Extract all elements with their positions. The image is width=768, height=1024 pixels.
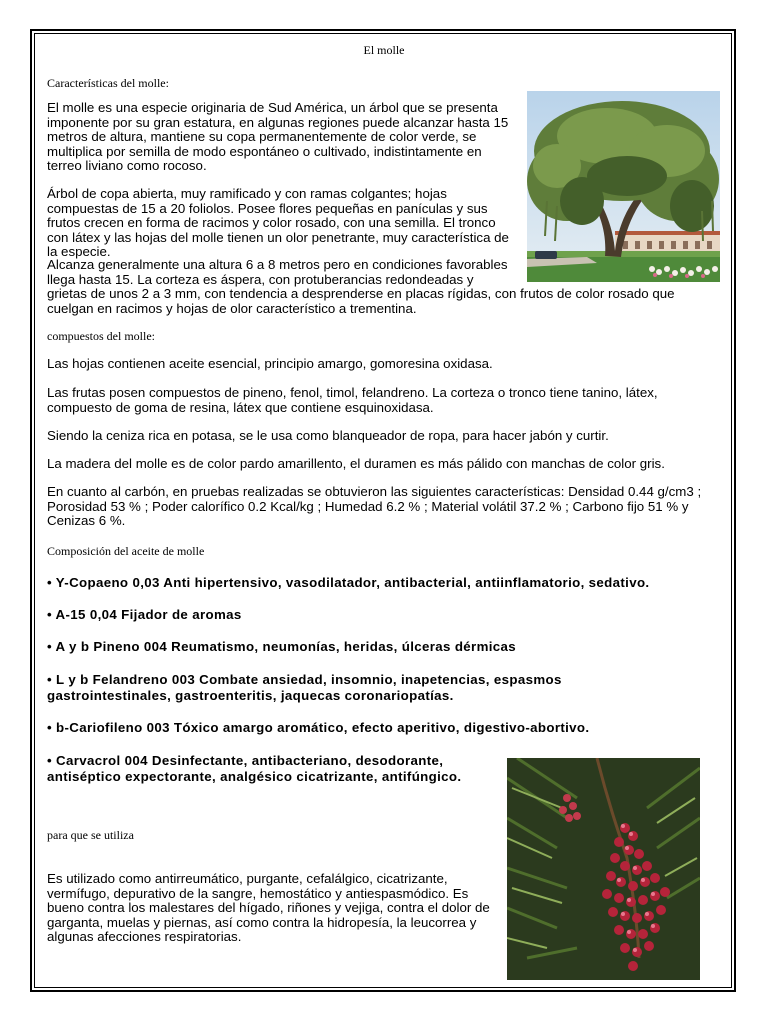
paragraph-uso: Es utilizado como antirreumático, purgante, cefalálgico, cicatrizante, vermífugo, depurativo de la sangre, hemostático y antiespasmódico. Es bueno contra los malestares del hígado, riñones y vejiga, contra el dolor de garganta, muelas y piernas, así como contra la hidropesía, la leucorrea y algunas afecciones respiratorias. — [47, 871, 490, 944]
oil-component-item: • L y b Felandreno 003 Combate ansiedad, insomnio, inapetencias, espasmos gastrointestinales, gastroenteritis, jaquecas coronariopatías. — [47, 672, 562, 703]
paragraph-caracteristicas-1: El molle es una especie originaria de Sud América, un árbol que se presenta imponente por su gran estatura, en algunas regiones puede alcanzar hasta 15 metros de altura, mantiene su copa permanentemente de color verde, se multiplica por semilla de modo espontáneo o cultivado, indistintamente en terreo liviano como rocoso. — [47, 100, 509, 173]
heading-caracteristicas: Características del molle: — [47, 76, 169, 90]
paragraph-compuestos-2: Las frutas posen compuestos de pineno, fenol, timol, felandreno. La corteza o tronco tiene tanino, látex, compuesto de goma de resina, látex que contiene esquinoxidasa. — [47, 385, 658, 415]
oil-component-item: • A-15 0,04 Fijador de aromas — [47, 607, 242, 622]
heading-compuestos: compuestos del molle: — [47, 329, 155, 343]
oil-component-item: • A y b Pineno 004 Reumatismo, neumonías, heridas, úlceras dérmicas — [47, 639, 517, 654]
heading-composicion: Composición del aceite de molle — [47, 544, 205, 558]
tree-photo — [527, 91, 720, 282]
berries-photo — [507, 758, 700, 980]
paragraph-compuestos-1: Las hojas contienen aceite esencial, principio amargo, gomoresina oxidasa. — [47, 356, 493, 371]
paragraph-caracteristicas-2: Árbol de copa abierta, muy ramificado y con ramas colgantes; hojas compuestas de 15 a 20 foliolos. Posee flores pequeñas en panículas y sus frutos crecen en forma de racimos y color rosado, con una semilla. El tronco con látex y las hojas del molle tienen un olor penetrante, muy característica de la especie. — [47, 186, 509, 259]
paragraph-compuestos-4: La madera del molle es de color pardo amarillento, el duramen es más pálido con manchas de color gris. — [47, 456, 665, 471]
paragraph-compuestos-3: Siendo la ceniza rica en potasa, se le usa como blanqueador de ropa, para hacer jabón y curtir. — [47, 428, 609, 443]
heading-uso: para que se utiliza — [47, 828, 134, 842]
paragraph-compuestos-5: En cuanto al carbón, en pruebas realizadas se obtuvieron las siguientes características: Densidad 0.44 g/cm3 ; Porosidad 53 % ; Poder calorífico 0.2 Kcal/kg ; Humedad 6.2 % ; Material volátil 37.2 % ; Carbono fijo 51 % y Cenizas 6 %. — [47, 484, 702, 528]
oil-component-item: • b-Cariofileno 003 Tóxico amargo aromático, efecto aperitivo, digestivo-abortivo. — [47, 720, 590, 735]
oil-component-item: • Carvacrol 004 Desinfectante, antibacteriano, desodorante, antiséptico expectorante, analgésico cicatrizante, antifúngico. — [47, 753, 462, 784]
document-title: El molle — [363, 43, 405, 57]
paragraph-caracteristicas-3: Alcanza generalmente una altura 6 a 8 metros pero en condiciones favorables llega hasta 15. La corteza es áspera, con protuberancias redondeadas y grietas de unos 2 a 3 mm, con tendencia a desprenderse en placas rígidas, con frutos de color rosado que cuelgan en racimos y hojas de olor característico a trementina. — [47, 257, 675, 316]
oil-component-item: • Y-Copaeno 0,03 Anti hipertensivo, vasodilatador, antibacterial, antiinflamatorio, sedativo. — [47, 575, 650, 590]
